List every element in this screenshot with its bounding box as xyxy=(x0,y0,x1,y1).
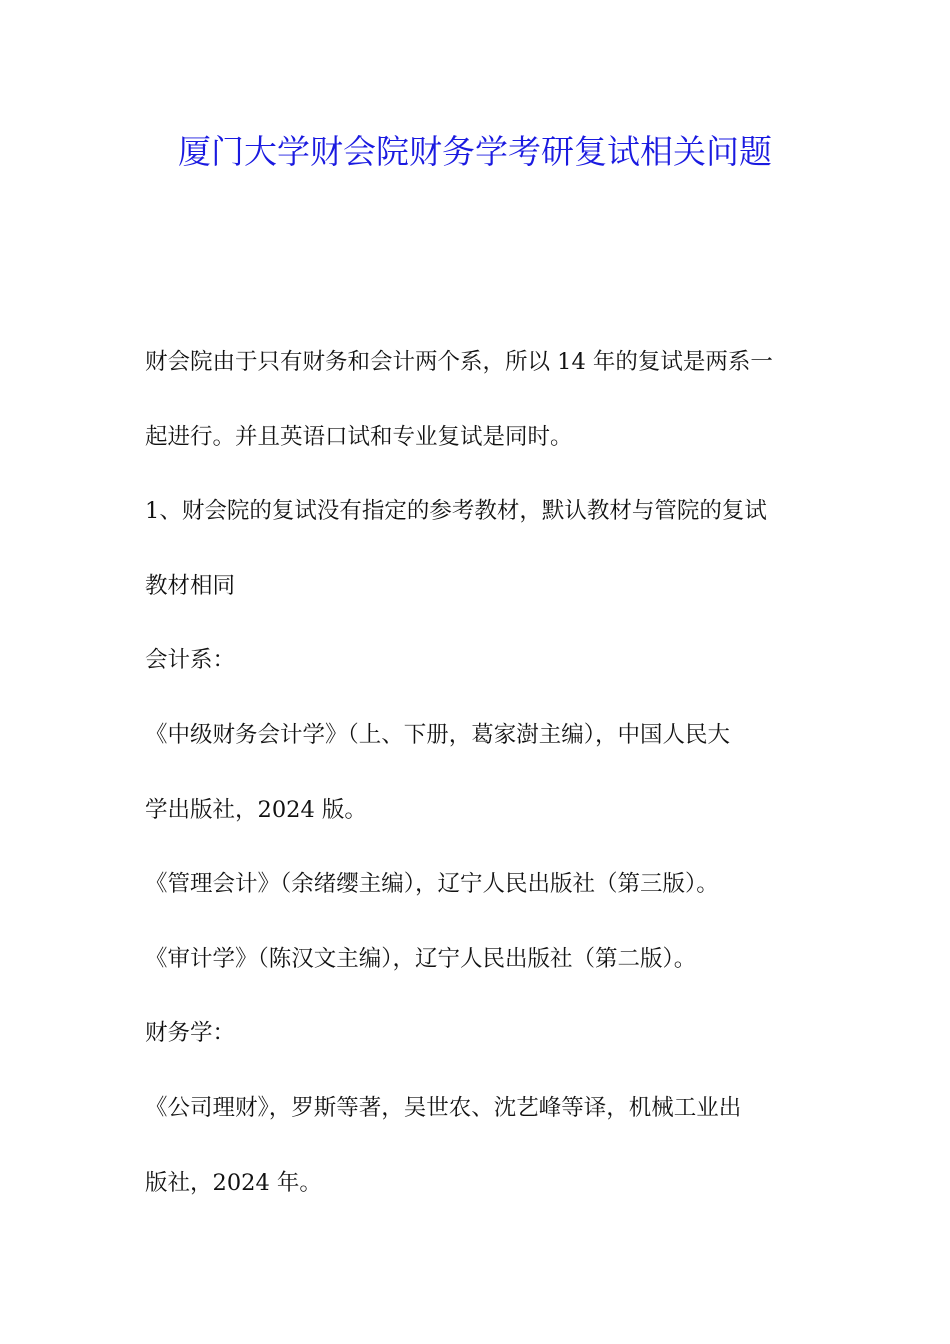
book-entry-line: 《审计学》（陈汉文主编），辽宁人民出版社（第二版）。 xyxy=(145,945,697,972)
book-entry-line: 版社，2024 年。 xyxy=(145,1169,322,1196)
paragraph-line: 财会院由于只有财务和会计两个系，所以 14 年的复试是两系一 xyxy=(145,349,773,375)
paragraph-line: 教材相同 xyxy=(145,572,236,599)
book-entry-line: 《公司理财》，罗斯等著，吴世农、沈艺峰等译，机械工业出 xyxy=(145,1094,742,1121)
book-entry-line: 学出版社，2024 版。 xyxy=(145,796,367,823)
section-heading-accounting: 会计系： xyxy=(145,647,236,674)
section-heading-finance: 财务学： xyxy=(145,1020,236,1047)
document-title: 厦门大学财会院财务学考研复试相关问题 xyxy=(178,132,772,171)
book-entry-line: 《中级财务会计学》（上、下册，葛家澍主编），中国人民大 xyxy=(145,721,731,748)
book-entry-line: 《管理会计》（余绪缨主编），辽宁人民出版社（第三版）。 xyxy=(145,871,719,898)
paragraph-line: 1、财会院的复试没有指定的参考教材，默认教材与管院的复试 xyxy=(145,498,767,525)
paragraph-line: 起进行。并且英语口试和专业复试是同时。 xyxy=(145,423,573,450)
document-body xyxy=(145,335,810,1230)
